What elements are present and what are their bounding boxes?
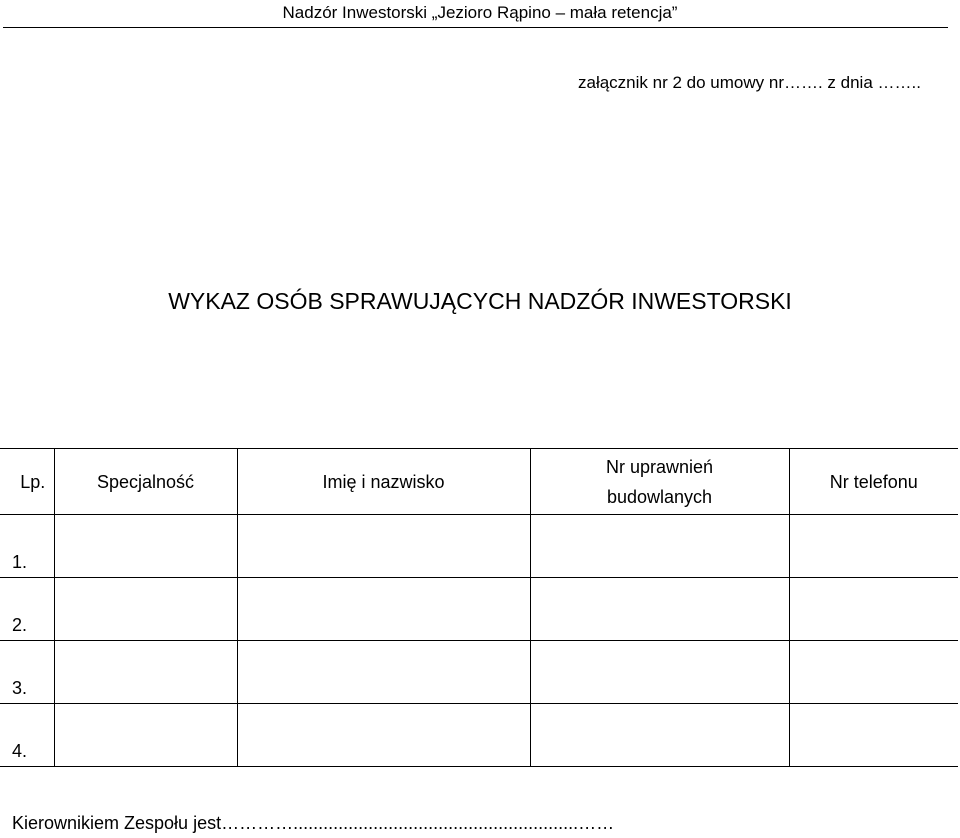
header-rule [3, 27, 948, 28]
table-row [0, 704, 958, 767]
specialty-cell [54, 704, 237, 767]
table-header-row [0, 449, 958, 515]
team-leader-line: Kierownikiem Zespołu jest………….........................................................…… [12, 813, 615, 833]
persons-table [0, 448, 958, 767]
table-row [0, 515, 958, 578]
specialty-cell [54, 515, 237, 578]
phone-cell [789, 578, 958, 641]
document-title: WYKAZ OSÓB SPRAWUJĄCYCH NADZÓR INWESTORSKI [168, 288, 792, 314]
row-number: 2. [0, 578, 54, 641]
phone-cell [789, 641, 958, 704]
full-name-cell [237, 515, 530, 578]
row-number: 3. [0, 641, 54, 704]
specialty-cell [54, 578, 237, 641]
annex-reference: załącznik nr 2 do umowy nr……. z dnia …….. [578, 73, 921, 92]
phone-cell [789, 515, 958, 578]
column-header-license-number [530, 449, 789, 515]
license-number-cell [530, 641, 789, 704]
table-row [0, 578, 958, 641]
license-number-label: Nr uprawnień budowlanych [605, 456, 714, 507]
full-name-cell [237, 641, 530, 704]
column-header-full-name: Imię i nazwisko [237, 449, 530, 515]
specialty-cell [54, 641, 237, 704]
license-number-cell [530, 704, 789, 767]
phone-cell [789, 704, 958, 767]
column-header-phone: Nr telefonu [789, 449, 958, 515]
license-number-cell [530, 578, 789, 641]
license-number-cell [530, 515, 789, 578]
table-row [0, 641, 958, 704]
full-name-cell [237, 704, 530, 767]
column-header-lp: Lp. [0, 449, 54, 515]
row-number: 4. [0, 704, 54, 767]
column-header-specialty: Specjalność [54, 449, 237, 515]
full-name-cell [237, 578, 530, 641]
running-header: Nadzór Inwestorski „Jezioro Rąpino – mała retencja” [282, 3, 678, 22]
row-number: 1. [0, 515, 54, 578]
